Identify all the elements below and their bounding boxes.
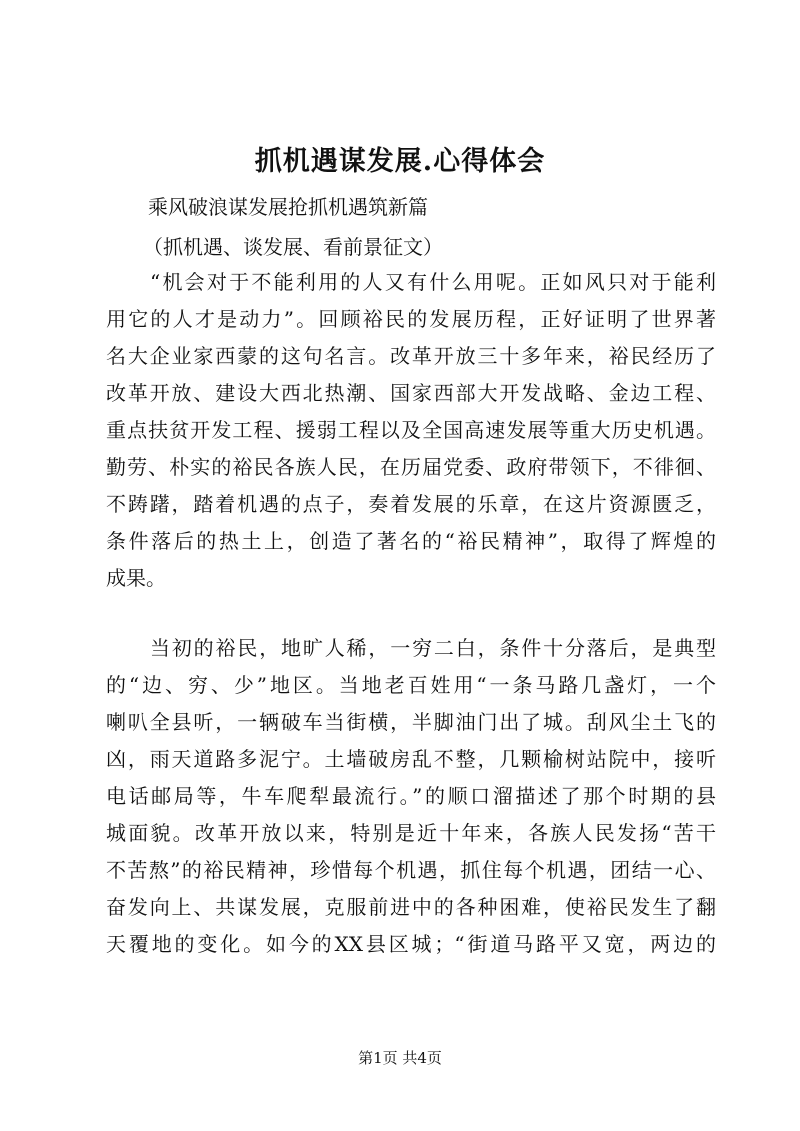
paragraph-line: 成果。 [106, 566, 166, 590]
paragraph-2 [106, 630, 716, 963]
paragraph-line: 条件落后的热土上，创造了著名的“裕民精神”，取得了辉煌的 [106, 529, 716, 553]
paragraph-line: 不苦熬”的裕民精神，珍惜每个机遇，抓住每个机遇，团结一心、 [106, 858, 716, 882]
paragraph-line: 重点扶贫开发工程、援弱工程以及全国高速发展等重大历史机遇。 [106, 418, 716, 442]
paragraph-line: 天覆地的变化。如今的XX县区城；“街道马路平又宽，两边的 [106, 932, 716, 956]
paragraph-line: 电话邮局等，牛车爬犁最流行。”的顺口溜描述了那个时期的县 [106, 784, 716, 808]
paragraph-line: 名大企业家西蒙的这句名言。改革开放三十多年来，裕民经历了 [106, 344, 716, 368]
paragraph-line: 城面貌。改革开放以来，特别是近十年来，各族人民发扬“苦干 [106, 821, 716, 845]
paragraph-line: 奋发向上、共谋发展，克服前进中的各种困难，使裕民发生了翻 [106, 895, 716, 919]
paragraph-line: 凶，雨天道路多泥宁。土墙破房乱不整，几颗榆树站院中，接听 [106, 747, 716, 771]
paragraph-line: 的“边、穷、少”地区。当地老百姓用“一条马路几盏灯，一个 [106, 673, 716, 697]
paragraph-line: 当初的裕民，地旷人稀，一穷二白，条件十分落后，是典型 [150, 636, 716, 660]
document-subtitle: 乘风破浪谋发展抢抓机遇筑新篇 [148, 195, 428, 219]
paragraph-line: 喇叭全县听，一辆破车当街横，半脚油门出了城。刮风尘土飞的 [106, 710, 716, 734]
paragraph-line: 用它的人才是动力”。回顾裕民的发展历程，正好证明了世界著 [106, 307, 716, 331]
document-title: 抓机遇谋发展.心得体会 [254, 146, 546, 177]
paragraph-line: 改革开放、建设大西北热潮、国家西部大开发战略、金边工程、 [106, 381, 716, 405]
paragraph-line: “机会对于不能利用的人又有什么用呢。正如风只对于能利 [150, 270, 716, 294]
paragraph-line: 不踌躇，踏着机遇的点子，奏着发展的乐章，在这片资源匮乏， [106, 492, 716, 516]
paragraph-line: 勤劳、朴实的裕民各族人民，在历届党委、政府带领下，不徘徊、 [106, 455, 716, 479]
paragraph-1 [106, 264, 716, 597]
document-subtitle-note: （抓机遇、谈发展、看前景征文） [143, 235, 443, 259]
page-footer: 第1页 共4页 [358, 1049, 442, 1067]
